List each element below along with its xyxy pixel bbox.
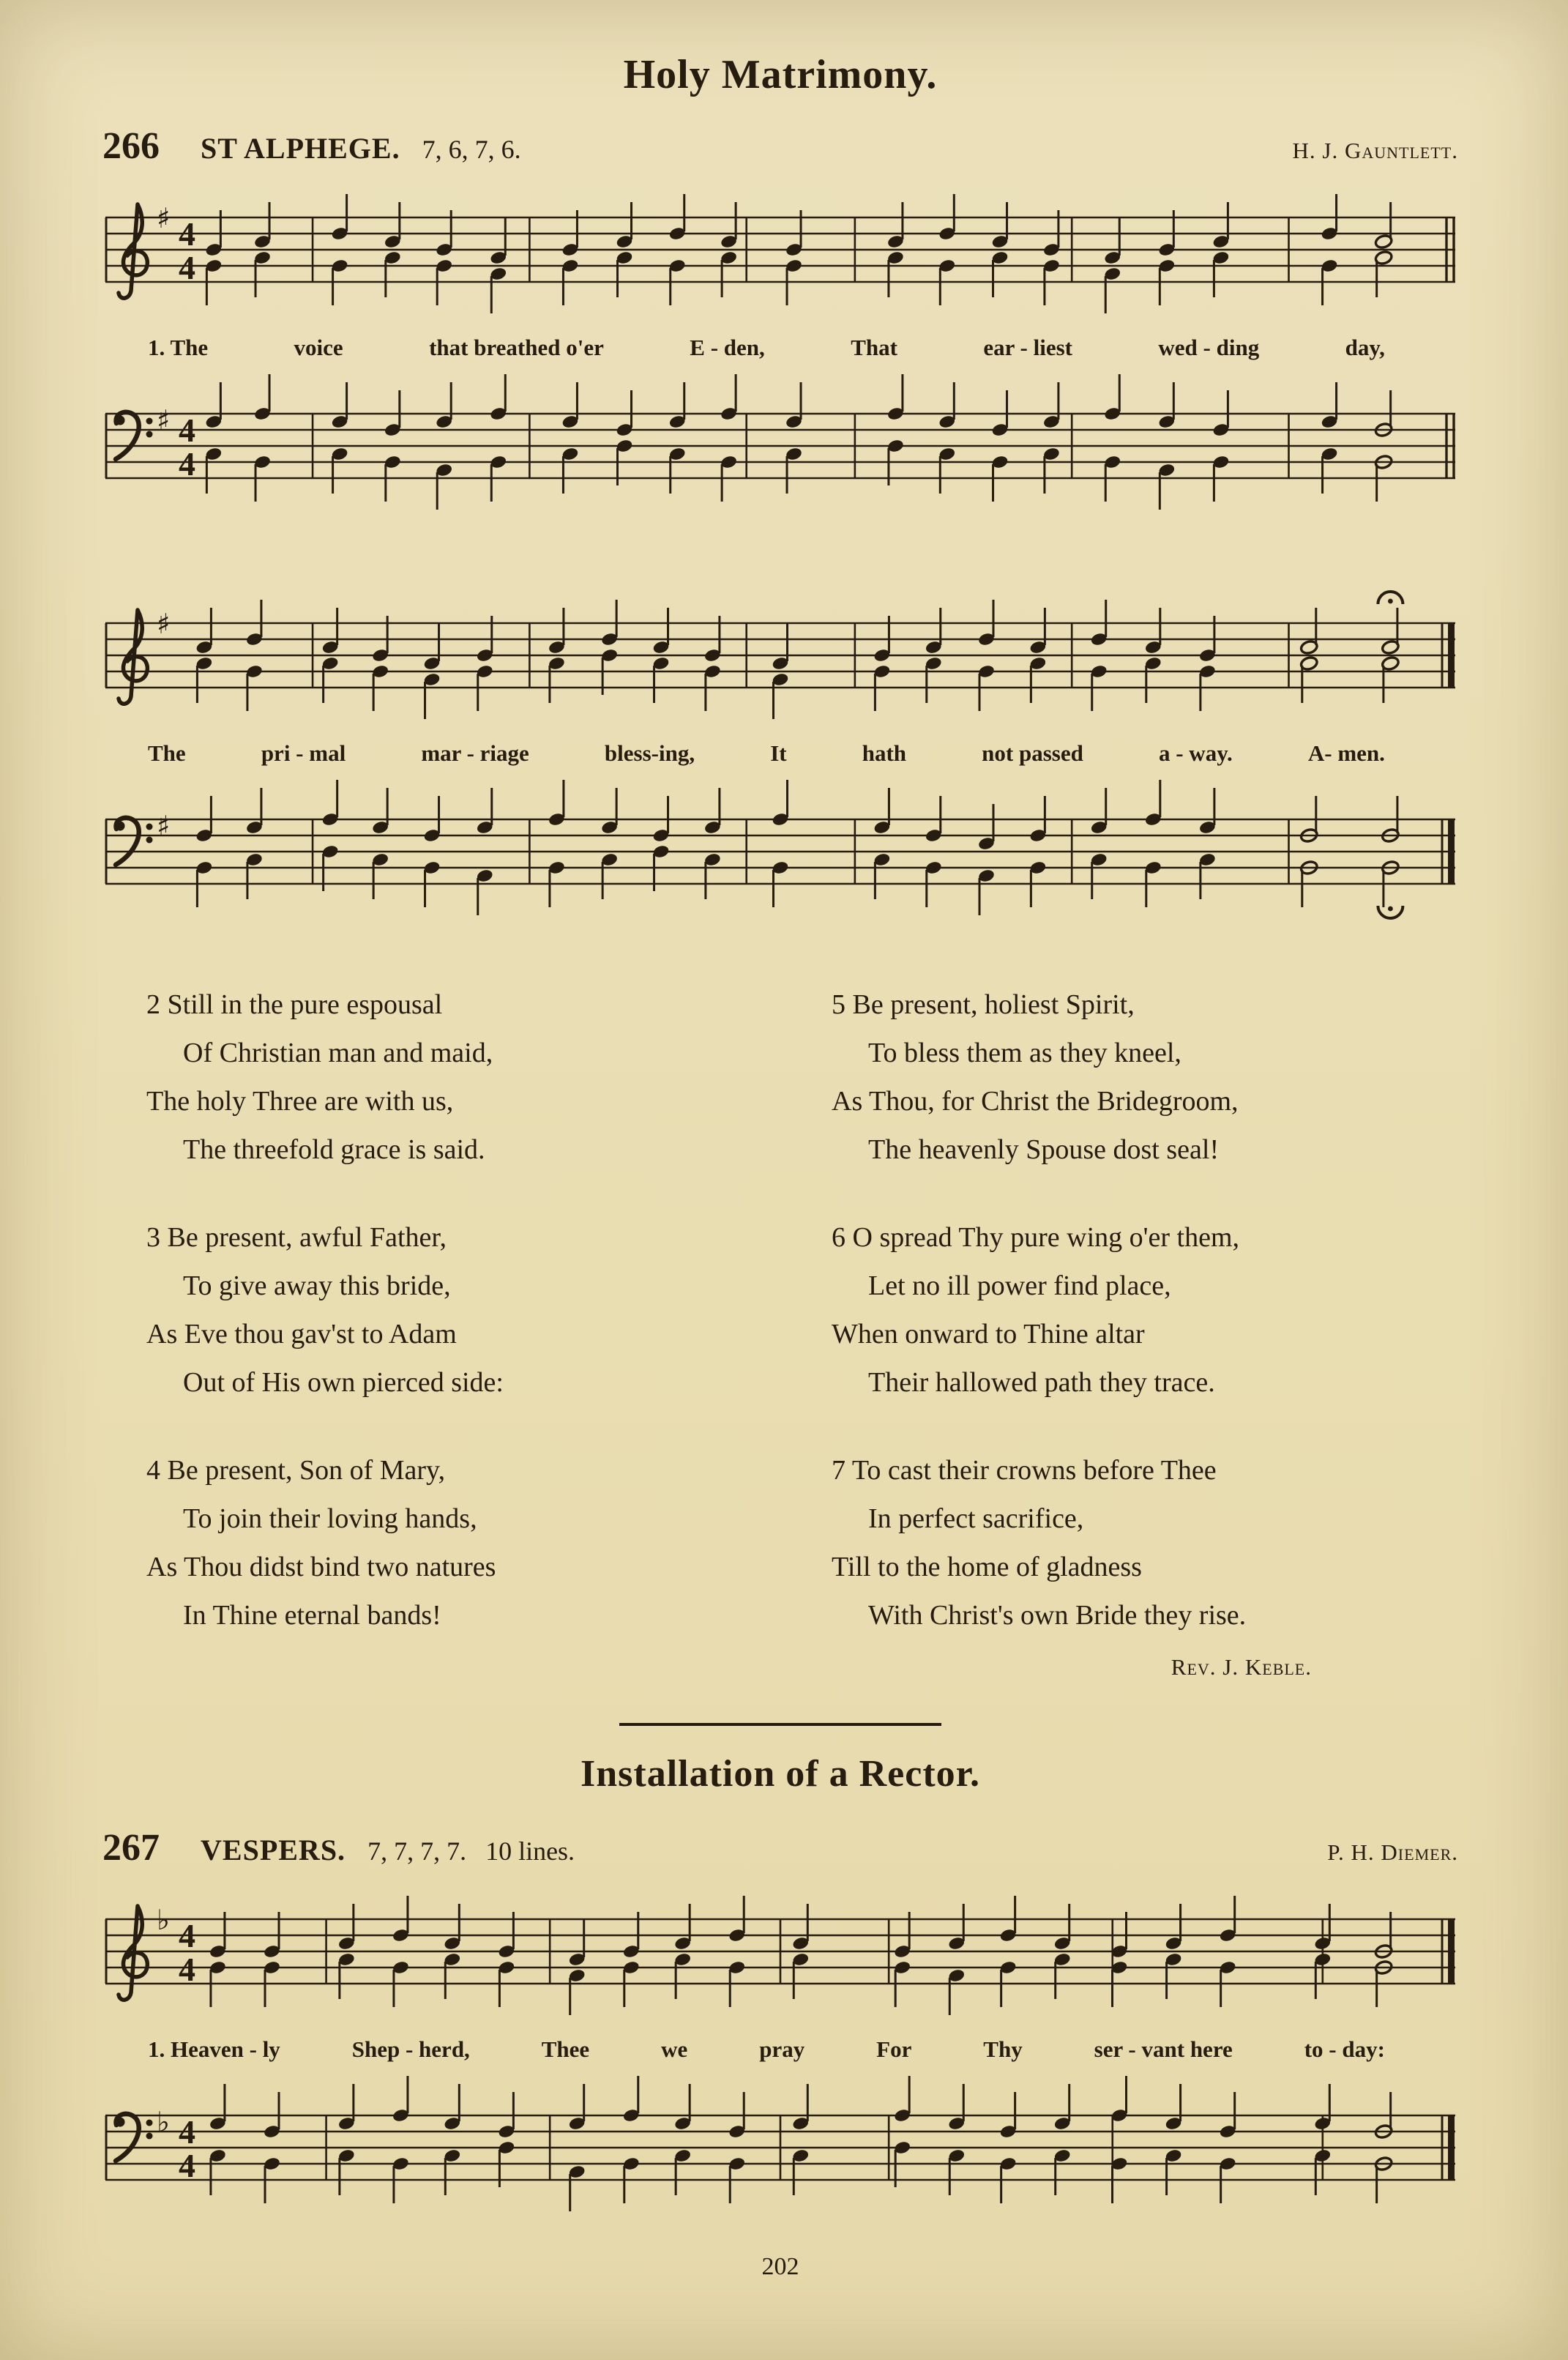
lyric-syllable: That <box>851 335 897 360</box>
verse-line: 6 O spread Thy pure wing o'er them, <box>832 1222 1240 1253</box>
verse-line: Let no ill power find place, <box>868 1270 1171 1301</box>
lyric-syllable: day, <box>1345 335 1385 360</box>
music-staff-treble-267 <box>102 1874 1458 2032</box>
verse-column-left <box>102 980 773 1679</box>
svg-text:4: 4 <box>179 2147 195 2184</box>
verse-line: Out of His own pierced side: <box>183 1367 504 1398</box>
hymn-verse <box>832 1446 1458 1639</box>
lyric-syllable: It <box>770 740 787 766</box>
meter: 7, 6, 7, 6. <box>422 135 521 164</box>
verse-line: 5 Be present, holiest Spirit, <box>832 989 1135 1020</box>
meter: 7, 7, 7, 7. <box>367 1836 467 1866</box>
lyric-syllable: a - way. <box>1158 740 1233 766</box>
lyric-syllable: bless-ing, <box>604 740 695 766</box>
tune-name: ST ALPHEGE. <box>201 132 400 165</box>
lyric-syllable: ear - liest <box>983 335 1072 360</box>
verse-line: To bless them as they kneel, <box>868 1038 1181 1068</box>
music-notation-svg <box>102 172 1458 330</box>
svg-text:♯: ♯ <box>157 608 171 640</box>
svg-text:♭: ♭ <box>157 1904 170 1936</box>
svg-text:4: 4 <box>179 2113 195 2151</box>
verse-line: When onward to Thine altar <box>832 1319 1145 1350</box>
lyric-syllable: ser - vant here <box>1094 2036 1233 2062</box>
svg-text:♯: ♯ <box>157 202 171 234</box>
music-staff-bass-2 <box>102 774 1458 932</box>
lines-note: 10 lines. <box>485 1836 575 1866</box>
svg-text:4: 4 <box>179 1917 195 1954</box>
music-notation-svg <box>102 774 1458 932</box>
music-notation-svg <box>102 368 1458 526</box>
verse-line: The holy Three are with us, <box>146 1086 454 1117</box>
verse-line: As Thou didst bind two natures <box>146 1552 496 1582</box>
music-staff-bass-1 <box>102 368 1458 526</box>
lyric-syllable: Thy <box>983 2036 1023 2062</box>
verse-line: To join their loving hands, <box>183 1503 477 1534</box>
verse-line: In perfect sacrifice, <box>868 1503 1084 1534</box>
lyric-syllable: we <box>661 2036 688 2062</box>
lyric-line-1 <box>102 332 1458 367</box>
verse-line: As Thou, for Christ the Bridegroom, <box>832 1086 1239 1117</box>
composer-credit: H. J. Gauntlett. <box>1292 138 1458 163</box>
lyric-syllable: not passed <box>982 740 1083 766</box>
lyric-line-267 <box>102 2033 1458 2069</box>
music-staff-treble-2 <box>102 578 1458 736</box>
music-notation-svg <box>102 578 1458 736</box>
section-title-holy-matrimony: Holy Matrimony. <box>623 52 938 97</box>
composer-credit: P. H. Diemer. <box>1327 1839 1458 1865</box>
verse-line: 7 To cast their crowns before Thee <box>832 1455 1217 1486</box>
lyric-syllable: Shep - herd, <box>351 2036 470 2062</box>
lyric-syllable: For <box>876 2036 912 2062</box>
tune-name: VESPERS. <box>201 1834 346 1866</box>
lyric-syllable: that breathed o'er <box>429 335 604 360</box>
music-notation-svg <box>102 2070 1458 2228</box>
verse-line: The threefold grace is said. <box>183 1134 485 1165</box>
hymn-verse <box>146 980 773 1174</box>
verse-line: 3 Be present, awful Father, <box>146 1222 447 1253</box>
lyric-syllable: pray <box>759 2036 805 2062</box>
hymn-verse <box>832 1213 1458 1407</box>
verse-column-right <box>773 980 1458 1679</box>
svg-text:4: 4 <box>179 1951 195 1988</box>
hymn-verse <box>146 1213 773 1407</box>
lyric-syllable: Thee <box>541 2036 590 2062</box>
author-attribution: Rev. J. Keble. <box>1171 1654 1312 1680</box>
hymn-verse <box>832 980 1458 1174</box>
svg-text:4: 4 <box>179 249 195 286</box>
lyric-syllable: E - den, <box>690 335 765 360</box>
verse-block <box>102 980 1458 1679</box>
hymn-266-header <box>102 124 1458 168</box>
hymn-verse <box>146 1446 773 1639</box>
lyric-syllable: The <box>148 740 186 766</box>
lyric-syllable: hath <box>862 740 907 766</box>
lyric-syllable: 1. The <box>148 335 209 360</box>
lyric-syllable: to - day: <box>1304 2036 1385 2062</box>
verse-line: Of Christian man and maid, <box>183 1038 493 1068</box>
svg-text:4: 4 <box>179 215 195 253</box>
verse-line: 2 Still in the pure espousal <box>146 989 443 1020</box>
verse-line: 4 Be present, Son of Mary, <box>146 1455 446 1486</box>
lyric-line-2 <box>102 737 1458 773</box>
music-notation-svg <box>102 1874 1458 2032</box>
verse-line: The heavenly Spouse dost seal! <box>868 1134 1220 1165</box>
music-staff-treble-1 <box>102 172 1458 330</box>
hymn-number: 267 <box>102 1827 160 1869</box>
svg-text:♯: ♯ <box>157 810 171 842</box>
svg-text:♯: ♯ <box>157 404 171 436</box>
section-title-installation-of-a-rector: Installation of a Rector. <box>580 1753 980 1795</box>
hymn-number: 266 <box>102 125 160 167</box>
music-staff-bass-267 <box>102 2070 1458 2228</box>
svg-text:♭: ♭ <box>157 2106 170 2138</box>
lyric-syllable: mar - riage <box>421 740 529 766</box>
page-number: 202 <box>761 2253 799 2280</box>
lyric-syllable: 1. Heaven - ly <box>148 2036 280 2062</box>
lyric-syllable: wed - ding <box>1158 335 1260 360</box>
section-divider <box>619 1723 941 1726</box>
lyric-syllable: A- men. <box>1307 740 1385 766</box>
hymn-267-header <box>102 1826 1458 1869</box>
svg-text:4: 4 <box>179 412 195 449</box>
lyric-syllable: pri - mal <box>261 740 346 766</box>
verse-line: As Eve thou gav'st to Adam <box>146 1319 457 1350</box>
verse-line: With Christ's own Bride they rise. <box>868 1600 1247 1631</box>
verse-line: To give away this bride, <box>183 1270 451 1301</box>
lyric-syllable: voice <box>294 335 343 360</box>
svg-text:4: 4 <box>179 445 195 483</box>
verse-line: In Thine eternal bands! <box>183 1600 441 1631</box>
verse-line: Their hallowed path they trace. <box>868 1367 1215 1398</box>
verse-line: Till to the home of gladness <box>832 1552 1142 1582</box>
